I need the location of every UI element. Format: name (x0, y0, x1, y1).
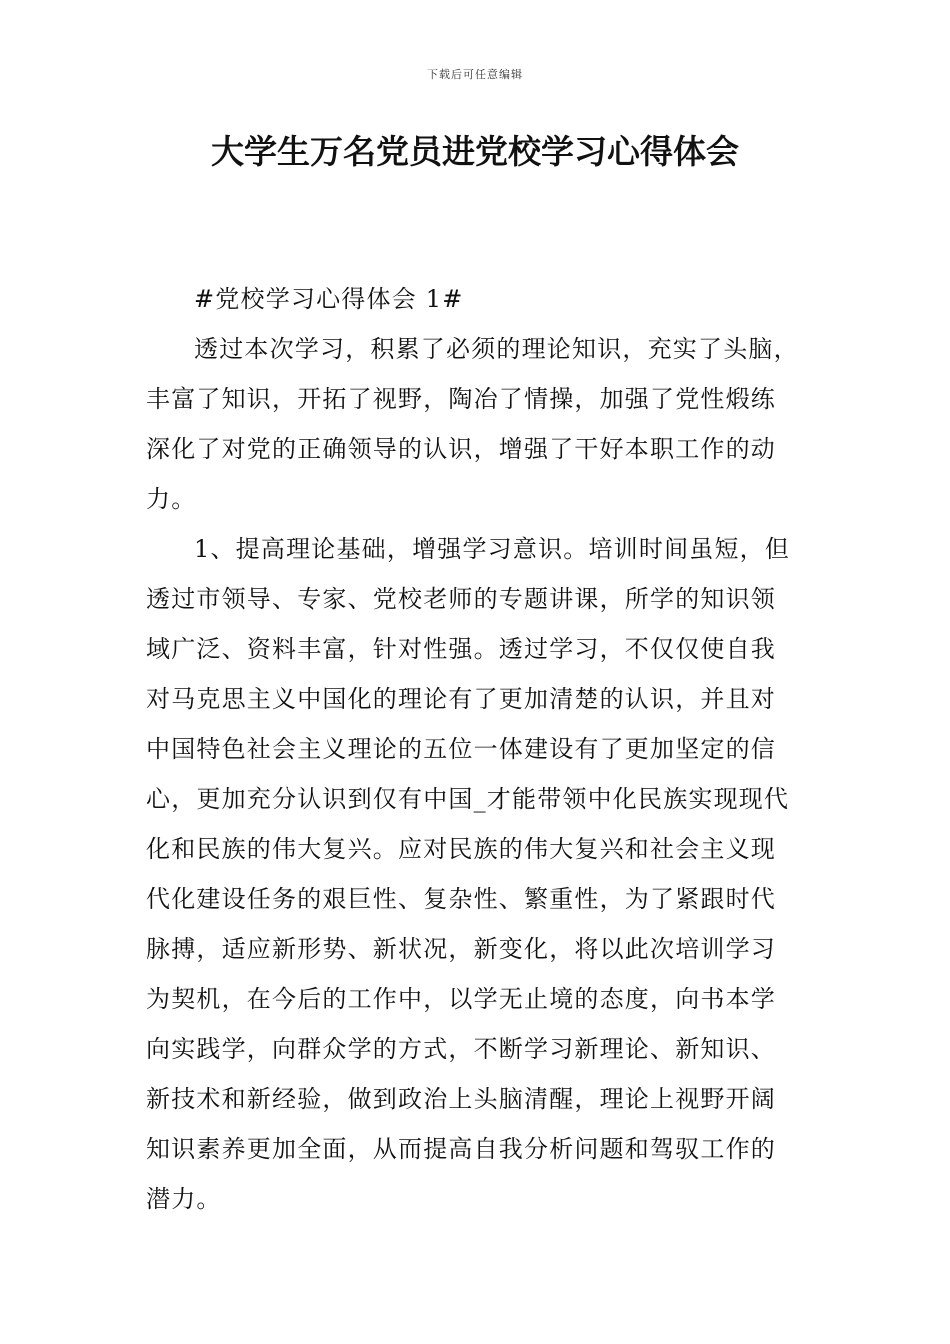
paragraph-line: 透过本次学习，积累了必须的理论知识，充实了头脑， (194, 335, 799, 363)
page-title: 大学生万名党员进党校学习心得体会 (211, 132, 739, 171)
paragraph-line: 深化了对党的正确领导的认识，增强了干好本职工作的动 (146, 435, 776, 463)
paragraph-line: 1、提高理论基础，增强学习意识。培训时间虽短，但 (194, 535, 791, 563)
paragraph-line: 透过市领导、专家、党校老师的专题讲课，所学的知识领 (146, 585, 776, 613)
paragraph-line: 潜力。 (146, 1185, 222, 1213)
paragraph-line: 新技术和新经验，做到政治上头脑清醒，理论上视野开阔 (146, 1085, 776, 1113)
paragraph-line: 脉搏，适应新形势、新状况，新变化，将以此次培训学习 (146, 935, 776, 963)
header-note: 下载后可任意编辑 (427, 68, 523, 81)
paragraph-line: 向实践学，向群众学的方式，不断学习新理论、新知识、 (146, 1035, 776, 1063)
paragraph-2 (146, 524, 836, 1224)
paragraph-line: 心，更加充分认识到仅有中国_才能带领中化民族实现现代 (146, 785, 790, 813)
section-heading: #党校学习心得体会 1# (194, 285, 464, 313)
paragraph-line: 力。 (146, 485, 197, 513)
paragraph-line: 知识素养更加全面，从而提高自我分析问题和驾驭工作的 (146, 1135, 776, 1163)
paragraph-line: 对马克思主义中国化的理论有了更加清楚的认识，并且对 (146, 685, 776, 713)
paragraph-line: 域广泛、资料丰富，针对性强。透过学习，不仅仅使自我 (146, 635, 776, 663)
document-body (146, 274, 836, 1224)
paragraph-line: 中国特色社会主义理论的五位一体建设有了更加坚定的信 (146, 735, 776, 763)
paragraph-line: 代化建设任务的艰巨性、复杂性、繁重性，为了紧跟时代 (146, 885, 776, 913)
paragraph-1 (146, 324, 836, 524)
paragraph-line: 为契机，在今后的工作中，以学无止境的态度，向书本学 (146, 985, 776, 1013)
paragraph-line: 化和民族的伟大复兴。应对民族的伟大复兴和社会主义现 (146, 835, 776, 863)
paragraph-line: 丰富了知识，开拓了视野，陶冶了情操，加强了党性煅练 (146, 385, 776, 413)
